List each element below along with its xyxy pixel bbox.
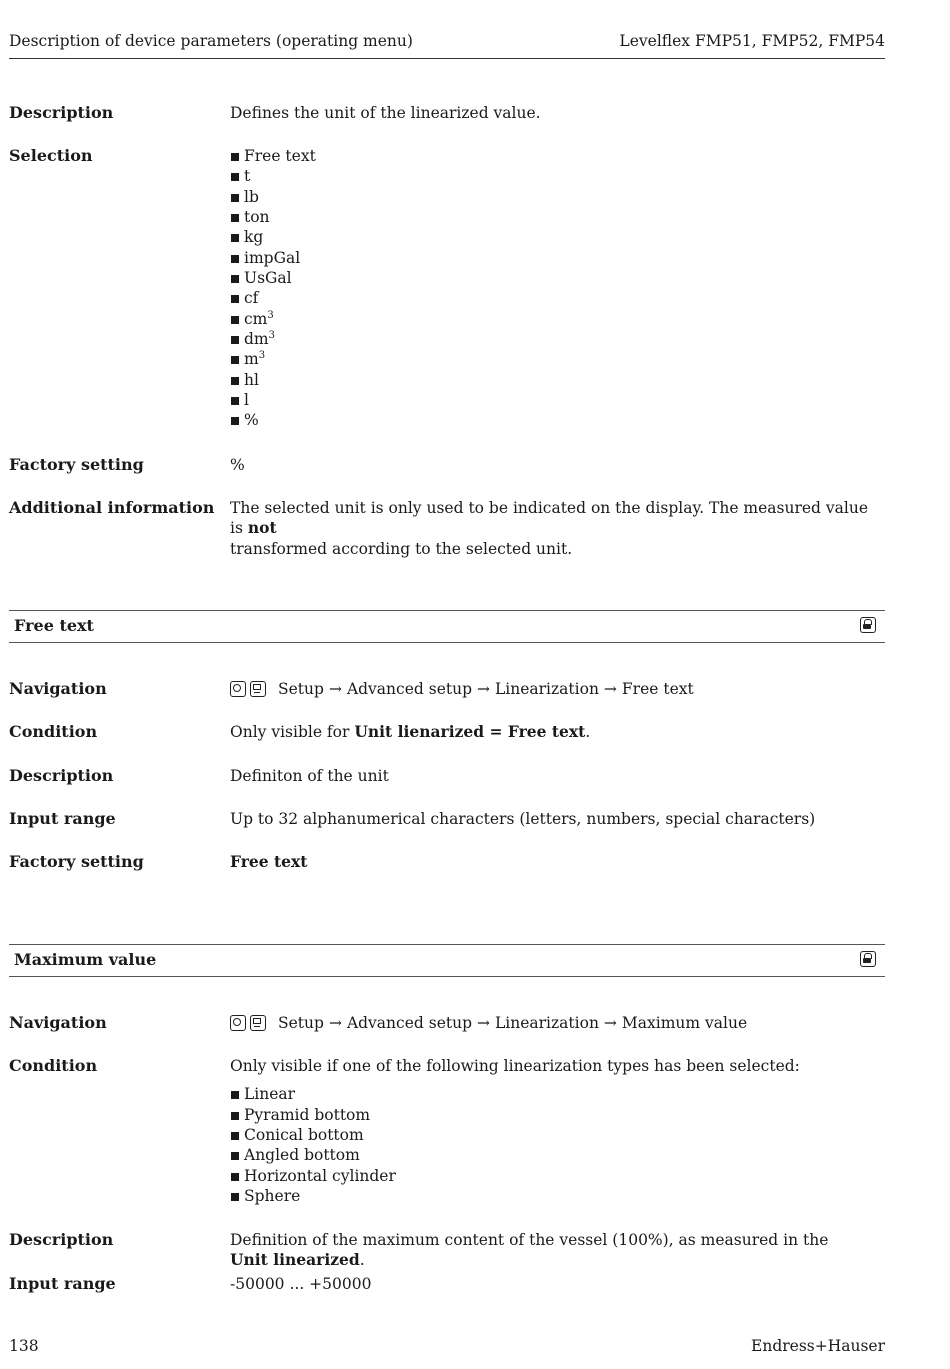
nav-step: Setup (278, 1014, 324, 1032)
input-range-label: Input range (9, 809, 116, 828)
page-header-title: Description of device parameters (operating menu) (9, 32, 413, 50)
nav-step: Setup (278, 680, 324, 698)
description-bold: Unit linearized (230, 1250, 360, 1270)
nav-step: Linearization (495, 680, 599, 698)
page-number: 138 (9, 1337, 39, 1355)
section-title: Maximum value (14, 950, 157, 969)
superscript: 3 (267, 309, 274, 321)
arrow-icon: → (603, 680, 617, 698)
selection-item: ton (230, 207, 870, 227)
condition-text: Only visible if one of the following linearization types has been selected: (230, 1057, 800, 1075)
nav-step: Maximum value (621, 1014, 748, 1032)
description-text: Definiton of the unit (230, 767, 389, 785)
selection-item: Free text (230, 146, 870, 166)
arrow-icon: → (328, 680, 342, 698)
description-text: Defines the unit of the linearized value. (230, 104, 541, 122)
arrow-icon: → (328, 1014, 342, 1032)
list-item: Horizontal cylinder (230, 1166, 870, 1186)
selection-item: impGal (230, 248, 870, 268)
additional-text-bold: not (247, 518, 277, 538)
selection-item: % (230, 410, 870, 430)
condition-bold: Unit lienarized = Free text (354, 722, 586, 741)
superscript: 3 (258, 350, 266, 362)
list-item: Sphere (230, 1186, 870, 1206)
brand-name: Endress+Hauser (751, 1337, 885, 1355)
description-label: Description (9, 1230, 114, 1249)
input-range-text: -50000 ... +50000 (230, 1275, 372, 1293)
arrow-icon: → (477, 1014, 490, 1032)
additional-info-label: Additional information (9, 498, 215, 517)
section-title: Free text (14, 616, 94, 635)
list-item: Linear (230, 1084, 870, 1104)
linearization-type-list (230, 1084, 870, 1206)
input-range-label: Input range (9, 1274, 116, 1293)
factory-setting-label: Factory setting (9, 455, 144, 474)
section-header-free-text (9, 610, 885, 643)
display-icon (250, 1015, 266, 1031)
condition-text (230, 722, 870, 742)
nav-step: Linearization (495, 1014, 599, 1032)
list-item: Pyramid bottom (230, 1105, 870, 1125)
selection-item (230, 309, 870, 329)
selection-item: cf (230, 288, 870, 308)
nav-icons (230, 1014, 270, 1034)
write-protect-icon (860, 617, 876, 633)
header-divider (9, 58, 885, 59)
condition-label: Condition (9, 1056, 98, 1075)
selection-item: lb (230, 187, 870, 207)
write-protect-icon (860, 951, 876, 967)
navigation-label: Navigation (9, 679, 107, 698)
nav-step: Advanced setup (346, 680, 472, 698)
navigation-label: Navigation (9, 1013, 107, 1032)
factory-setting-label: Factory setting (9, 852, 144, 871)
arrow-icon: → (477, 680, 490, 698)
list-item: Angled bottom (230, 1145, 870, 1165)
navigation-path (230, 679, 870, 700)
operating-tool-icon (230, 1015, 246, 1031)
selection-item: UsGal (230, 268, 870, 288)
navigation-path (230, 1013, 870, 1034)
condition-label: Condition (9, 722, 98, 741)
display-icon (250, 681, 266, 697)
description-label: Description (9, 766, 114, 785)
additional-text-part: transformed according to the selected unit. (230, 539, 573, 558)
unit-text: dm (244, 330, 269, 349)
selection-list (230, 146, 870, 431)
selection-item (230, 349, 870, 369)
description-text (230, 1230, 870, 1271)
description-label: Description (9, 103, 114, 122)
list-item: Conical bottom (230, 1125, 870, 1145)
page-header-product: Levelflex FMP51, FMP52, FMP54 (619, 32, 885, 50)
unit-text: cm (244, 309, 268, 328)
selection-item (230, 329, 870, 349)
selection-item: l (230, 390, 870, 410)
additional-text-part: The selected unit is only used to be indicated on the display. The measured value is (230, 499, 869, 538)
selection-label: Selection (9, 146, 93, 165)
selection-item: kg (230, 227, 870, 247)
factory-setting-value: Free text (230, 852, 308, 871)
input-range-text: Up to 32 alphanumerical characters (letters, numbers, special characters) (230, 810, 816, 828)
nav-step: Free text (621, 680, 694, 698)
condition-text-part: . (585, 723, 591, 741)
selection-list-container (230, 146, 870, 431)
factory-setting-value: % (230, 456, 245, 474)
selection-item: hl (230, 370, 870, 390)
description-text-part: Definition of the maximum content of the vessel (100%), as measured in the (230, 1231, 829, 1249)
nav-icons (230, 680, 270, 700)
superscript: 3 (268, 330, 275, 342)
condition-text-part: Only visible for (230, 723, 350, 741)
nav-step: Advanced setup (346, 1014, 472, 1032)
operating-tool-icon (230, 681, 246, 697)
section-header-maximum-value (9, 944, 885, 977)
additional-info-text (230, 498, 870, 559)
condition-block (230, 1056, 870, 1206)
arrow-icon: → (603, 1014, 617, 1032)
selection-item: t (230, 166, 870, 186)
description-text-part: . (359, 1251, 365, 1270)
unit-text: m (244, 350, 259, 369)
